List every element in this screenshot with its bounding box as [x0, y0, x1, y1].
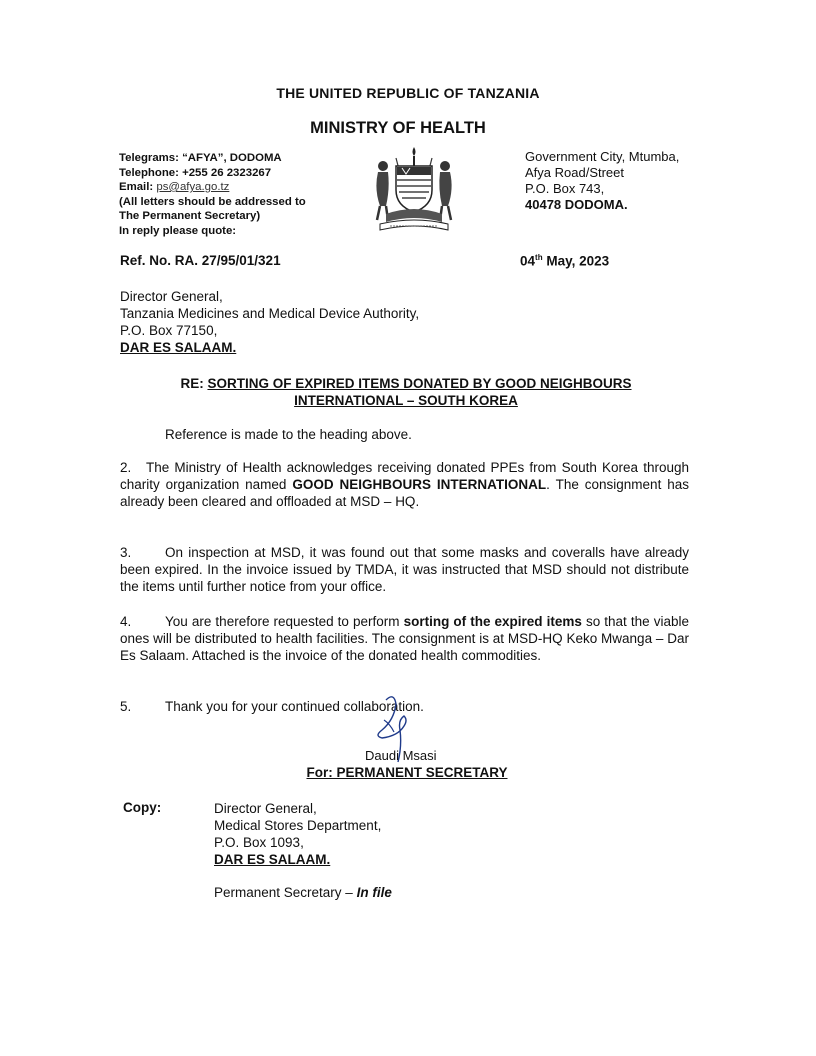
republic-heading: THE UNITED REPUBLIC OF TANZANIA	[276, 85, 540, 101]
address-note-2: The Permanent Secretary)	[119, 210, 261, 222]
ministry-heading: MINISTRY OF HEALTH	[310, 119, 486, 137]
signer-title: For: PERMANENT SECRETARY	[306, 765, 508, 780]
address-line-1: Government City, Mtumba,	[525, 149, 680, 164]
paragraph-5-text: Thank you for your continued collaboration.	[165, 699, 424, 714]
recipient-line-3: P.O. Box 77150,	[120, 323, 218, 338]
subject-line-1: SORTING OF EXPIRED ITEMS DONATED BY GOOD NEIGHBOURS	[207, 376, 632, 391]
copy-file-recipient: Permanent Secretary –	[214, 885, 357, 900]
recipient-address	[120, 288, 419, 356]
telegrams-line: Telegrams: “AFYA”, DODOMA	[119, 152, 282, 164]
copy-address	[214, 800, 381, 868]
copy-line-4: DAR ES SALAAM.	[214, 852, 331, 867]
copy-file-line	[214, 885, 392, 900]
email-label: Email:	[119, 181, 157, 193]
address-line-4: 40478 DODOMA.	[525, 197, 628, 212]
paragraph-3	[120, 544, 689, 595]
address-note-1: (All letters should be addressed to	[119, 195, 306, 208]
subject-prefix: RE:	[180, 376, 208, 391]
coat-of-arms-icon	[366, 144, 462, 234]
subject-line-2: INTERNATIONAL – SOUTH KOREA	[294, 393, 518, 408]
ministry-address	[525, 149, 679, 213]
paragraph-4-text-a: You are therefore requested to perform	[165, 614, 404, 629]
recipient-line-4: DAR ES SALAAM.	[120, 340, 237, 355]
paragraph-3-number: 3.	[120, 545, 132, 560]
paragraph-3-text: On inspection at MSD, it was found out that some masks and coveralls have already been expired. In the invoice issued by TMDA, it was instructed that MSD should not distribute the items until further notice from your office.	[120, 545, 689, 594]
signer-name: Daudi Msasi	[365, 748, 437, 763]
copy-file-note: In file	[356, 885, 392, 900]
paragraph-4-text-c: so that the viable ones will be distributed to health facilities. The consignment is at MSD-HQ Keko Mwanga – Dar Es Salaam. Attached is the invoice of the donated health commodities.	[120, 614, 689, 663]
recipient-line-1: Director General,	[120, 289, 223, 304]
date-rest: May, 2023	[542, 253, 610, 269]
subject-heading	[120, 375, 692, 409]
date-day: 04	[520, 253, 536, 269]
paragraph-4-number: 4.	[120, 614, 132, 629]
paragraph-2-text-c: . The consignment has already been cleared and offloaded at MSD – HQ.	[120, 477, 689, 509]
copy-line-1: Director General,	[214, 801, 317, 816]
paragraph-2	[120, 459, 689, 510]
copy-line-2: Medical Stores Department,	[214, 818, 382, 833]
copy-label: Copy:	[123, 800, 162, 815]
paragraph-2-number: 2.	[120, 460, 132, 475]
paragraph-1-text: Reference is made to the heading above.	[165, 427, 412, 442]
email-link[interactable]: ps@afya.go.tz	[156, 181, 230, 193]
address-line-3: P.O. Box 743,	[525, 181, 605, 196]
reference-number: Ref. No. RA. 27/95/01/321	[120, 253, 281, 268]
address-line-2: Afya Road/Street	[525, 165, 624, 180]
email-line	[119, 180, 306, 195]
letter-date	[520, 253, 609, 269]
copy-line-3: P.O. Box 1093,	[214, 835, 304, 850]
paragraph-1	[120, 426, 689, 443]
paragraph-2-text-a: The Ministry of Health acknowledges receiving donated PPEs from South Korea through charity organization named	[120, 460, 689, 492]
paragraph-5-number: 5.	[120, 699, 132, 714]
paragraph-2-org: GOOD NEIGHBOURS INTERNATIONAL	[292, 477, 547, 492]
contact-block	[119, 151, 306, 238]
recipient-line-2: Tanzania Medicines and Medical Device Authority,	[120, 306, 420, 321]
paragraph-4-emphasis: sorting of the expired items	[403, 614, 582, 629]
telephone-line: Telephone: +255 26 2323267	[119, 166, 272, 179]
date-suffix: th	[535, 253, 543, 262]
paragraph-4	[120, 613, 689, 664]
reply-line: In reply please quote:	[119, 224, 237, 237]
